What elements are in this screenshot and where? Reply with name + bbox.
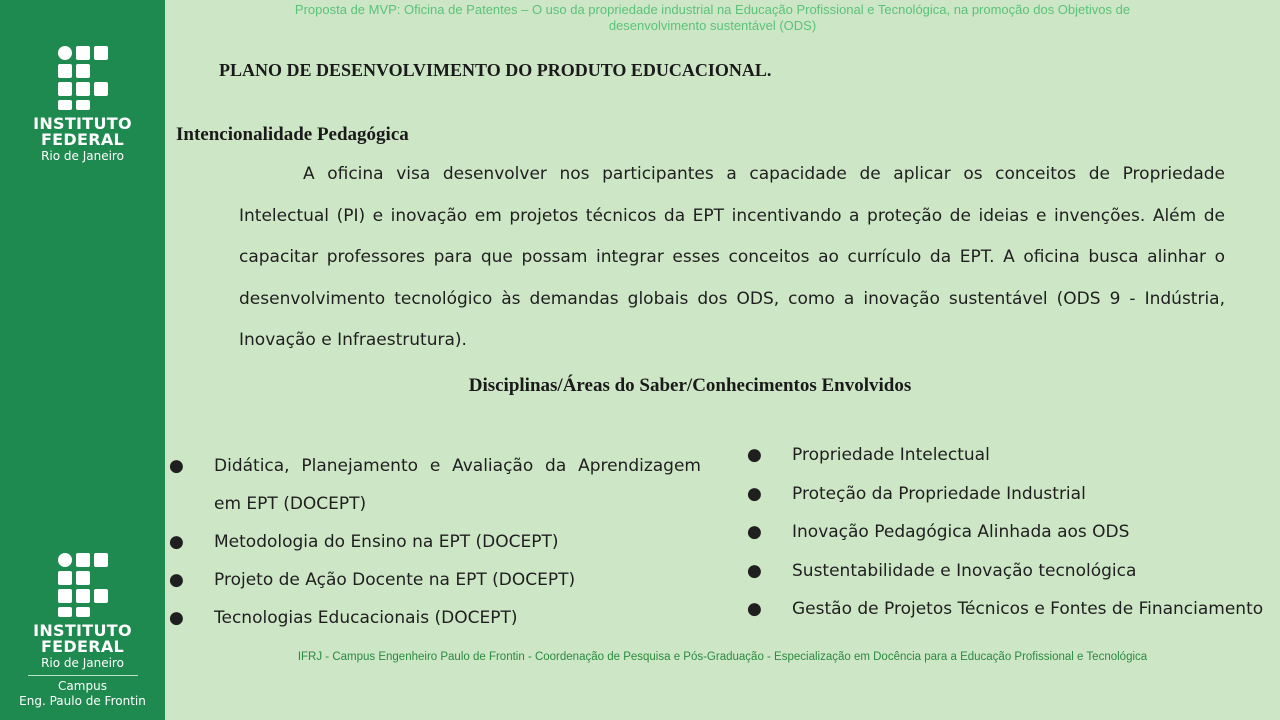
institution-logo-top [0, 46, 165, 164]
bullet-icon: ● [747, 522, 762, 542]
sidebar [0, 0, 165, 720]
bullet-icon: ● [169, 456, 184, 476]
bullet-icon: ● [169, 570, 184, 590]
list-item [747, 513, 1280, 552]
logo-title-line-1: INSTITUTO [33, 621, 132, 640]
bullet-icon: ● [747, 599, 762, 619]
list-item [169, 599, 701, 637]
list-item [747, 475, 1280, 514]
list-item-text: Didática, Planejamento e Avaliação da Aprendizagem em EPT (DOCEPT) [214, 456, 701, 514]
section-paragraph: A oficina visa desenvolver nos participantes a capacidade de aplicar os conceitos de Propriedade Intelectual (PI) e inovação em projetos técnicos da EPT incentivando a proteção de ideias e invenções. Além de capacitar professores para que possam integrar esses conceitos ao currículo da EPT. A oficina busca alinhar o desenvolvimento tecnológico às demandas globais dos ODS, como a inovação sustentável (ODS 9 - Indústria, Inovação e Infraestrutura). [239, 164, 1225, 350]
bullet-icon: ● [169, 532, 184, 552]
disciplines-list-right [747, 436, 1280, 629]
logo-location: Rio de Janeiro [41, 656, 124, 670]
bullet-icon: ● [747, 560, 762, 581]
list-item-text: Inovação Pedagógica Alinhada aos ODS [792, 522, 1130, 542]
list-item-text: Projeto de Ação Docente na EPT (DOCEPT) [214, 570, 576, 590]
disciplines-list-left [169, 447, 701, 637]
header-note: Proposta de MVP: Oficina de Patentes – O uso da propriedade industrial na Educação Profissional e Tecnológica, na promoção dos Objetivos de desenvolvimento sustentável (ODS) [294, 2, 1131, 33]
page-title: PLANO DE DESENVOLVIMENTO DO PRODUTO EDUCACIONAL. [219, 60, 772, 80]
list-item [747, 436, 1280, 475]
list-item-text: Proteção da Propriedade Industrial [792, 483, 1086, 504]
list-item-text: Gestão de Projetos Técnicos e Fontes de Financiamento [792, 599, 1264, 619]
logo-divider [28, 675, 138, 676]
list-item-text: Tecnologias Educacionais (DOCEPT) [214, 608, 518, 628]
list-item [169, 561, 701, 599]
if-logo-grid-icon [58, 46, 108, 110]
list-item-text: Sustentabilidade e Inovação tecnológica [792, 560, 1137, 581]
footer-note: IFRJ - Campus Engenheiro Paulo de Frontin - Coordenação de Pesquisa e Pós-Graduação - Especialização em Docência para a Educação Profissional e Tecnológica [297, 651, 1148, 663]
logo-title-line-2: FEDERAL [40, 637, 125, 656]
institution-logo-bottom [0, 553, 165, 709]
disciplines-heading: Disciplinas/Áreas do Saber/Conhecimentos Envolvidos [468, 375, 912, 396]
list-item [747, 590, 1280, 629]
logo-location: Rio de Janeiro [41, 149, 124, 163]
logo-campus-line-2: Eng. Paulo de Frontin [19, 694, 146, 708]
if-logo-grid-icon [58, 553, 108, 617]
logo-title-line-2: FEDERAL [40, 130, 125, 149]
bullet-icon: ● [747, 445, 762, 465]
list-item [169, 523, 701, 561]
list-item [169, 447, 701, 523]
list-item-text: Metodologia do Ensino na EPT (DOCEPT) [214, 532, 559, 552]
logo-campus-line-1: Campus [58, 679, 107, 693]
bullet-icon: ● [747, 483, 762, 504]
section-heading: Intencionalidade Pedagógica [176, 124, 409, 145]
list-item [747, 552, 1280, 591]
list-item-text: Propriedade Intelectual [792, 445, 990, 465]
bullet-icon: ● [169, 608, 184, 628]
logo-title-line-1: INSTITUTO [33, 114, 132, 133]
